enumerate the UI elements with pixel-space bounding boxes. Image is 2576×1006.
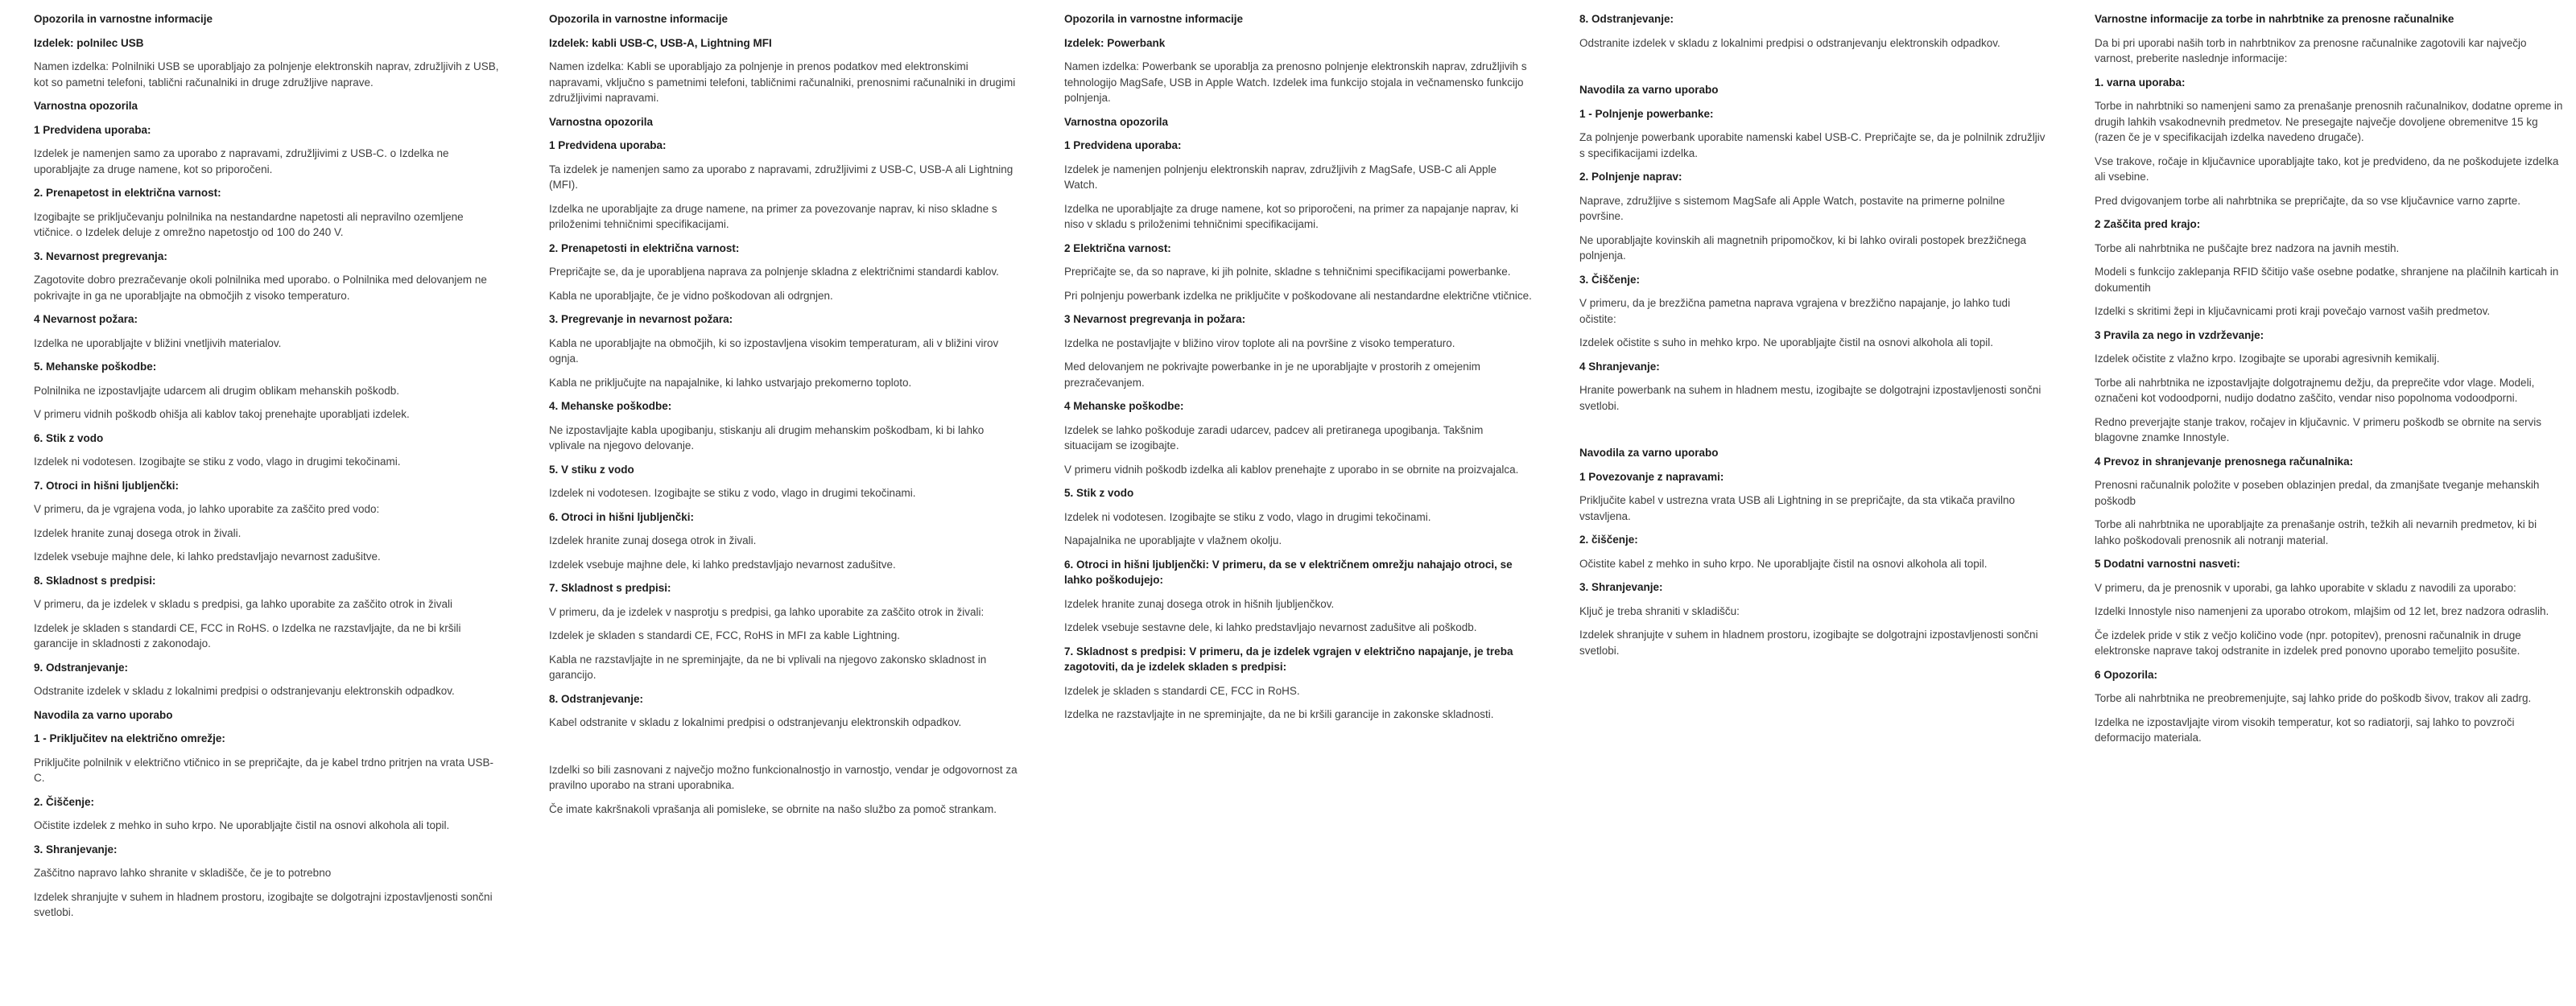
paragraph: Prenosni računalnik položite v poseben oblazinjen predal, da zmanjšate tveganje mehanskih poškodb bbox=[2095, 479, 2540, 507]
paragraph: Torbe ali nahrbtnika ne uporabljajte za prenašanje ostrih, težkih ali nevarnih predmetov, ki bi lahko poškodovali prenosnik ali notranji material. bbox=[2095, 518, 2537, 546]
paragraph: Izdelek je skladen s standardi CE, FCC, RoHS in MFI za kable Lightning. bbox=[549, 629, 900, 641]
paragraph: Kabla ne uporabljajte, če je vidno poškodovan ali odrgnjen. bbox=[549, 289, 833, 302]
section-heading: 5. Mehanske poškodbe: bbox=[34, 361, 157, 373]
paragraph: Izdelka ne uporabljajte v bližini vnetljivih materialov. bbox=[34, 336, 282, 349]
section-heading: Izdelek: kabli USB-C, USB-A, Lightning MFI bbox=[549, 36, 772, 49]
column-title: Varnostne informacije za torbe in nahrbtnike za prenosne računalnike bbox=[2095, 13, 2454, 25]
section-heading: 2 Zaščita pred krajo: bbox=[2095, 218, 2201, 230]
paragraph: Hranite powerbank na suhem in hladnem mestu, izogibajte se dolgotrajni izpostavljenosti sončni svetlobi. bbox=[1579, 384, 2041, 412]
paragraph: Izdelek vsebuje majhne dele, ki lahko predstavljajo nevarnost zadušitve. bbox=[549, 558, 896, 571]
section-heading: Navodila za varno uporabo bbox=[1579, 447, 1719, 459]
section-heading: Varnostna opozorila bbox=[549, 115, 654, 128]
column-title: Opozorila in varnostne informacije bbox=[549, 13, 729, 25]
paragraph: V primeru vidnih poškodb ohišja ali kablov takoj prenehajte uporabljati izdelek. bbox=[34, 408, 410, 420]
section-heading: 4. Mehanske poškodbe: bbox=[549, 400, 672, 412]
paragraph: Kabla ne razstavljajte in ne spreminjajte, da ne bi vplivali na njegovo zakonsko skladnost in garancijo. bbox=[549, 653, 987, 681]
paragraph: Prepričajte se, da je uporabljena naprava za polnjenje skladna z električnimi standardi kablov. bbox=[549, 266, 999, 278]
section-heading: 4 Mehanske poškodbe: bbox=[1064, 400, 1184, 412]
column-2 bbox=[549, 11, 1018, 825]
spacer bbox=[549, 739, 1018, 754]
paragraph: Polnilnika ne izpostavljajte udarcem ali drugim oblikam mehanskih poškodb. bbox=[34, 384, 399, 397]
paragraph: Pred dvigovanjem torbe ali nahrbtnika se prepričajte, da so vse ključavnice varno zaprte. bbox=[2095, 194, 2521, 207]
section-heading: Varnostna opozorila bbox=[34, 100, 138, 112]
paragraph: Ključ je treba shraniti v skladišču: bbox=[1579, 604, 1740, 617]
paragraph: Očistite izdelek z mehko in suho krpo. Ne uporabljajte čistil na osnovi alkohola ali topil. bbox=[34, 819, 450, 831]
paragraph: Da bi pri uporabi naših torb in nahrbtnikov za prenosne računalnike zagotovili kar največjo varnost, preberite naslednje informacije: bbox=[2095, 36, 2527, 64]
paragraph: Izdelek hranite zunaj dosega otrok in živali. bbox=[549, 534, 757, 546]
spacer bbox=[1579, 422, 2048, 437]
paragraph: Izdelek je namenjen samo za uporabo z napravami, združljivimi z USB-C. o Izdelka ne uporabljajte za druge namene, kot so priporočeni. bbox=[34, 147, 449, 175]
section-heading: 4 Nevarnost požara: bbox=[34, 313, 138, 325]
section-heading: 5. V stiku z vodo bbox=[549, 463, 634, 476]
paragraph: Izogibajte se priključevanju polnilnika na nestandardne napetosti ali nepravilno ozemljene vtičnice. o Izdelek deluje z omrežno napetostjo od 100 do 240 V. bbox=[34, 210, 464, 238]
paragraph: V primeru, da je prenosnik v uporabi, ga lahko uporabite v skladu z navodili za uporabo: bbox=[2095, 581, 2516, 594]
paragraph: Odstranite izdelek v skladu z lokalnimi predpisi o odstranjevanju elektronskih odpadkov. bbox=[1579, 36, 2000, 49]
paragraph: Izdelek ni vodotesen. Izogibajte se stiku z vodo, vlago in drugimi tekočinami. bbox=[34, 456, 401, 468]
section-heading: 1 - Polnjenje powerbanke: bbox=[1579, 107, 1714, 120]
section-heading: 1. varna uporaba: bbox=[2095, 76, 2186, 89]
paragraph: Naprave, združljive s sistemom MagSafe ali Apple Watch, postavite na primerne polnilne površine. bbox=[1579, 194, 2005, 222]
paragraph: Kabel odstranite v skladu z lokalnimi predpisi o odstranjevanju elektronskih odpadkov. bbox=[549, 716, 962, 728]
paragraph: Izdelki s skritimi žepi in ključavnicami proti kraji povečajo varnost vaših predmetov. bbox=[2095, 305, 2491, 317]
paragraph: Izdelek ni vodotesen. Izogibajte se stiku z vodo, vlago in drugimi tekočinami. bbox=[549, 487, 916, 499]
paragraph: Zagotovite dobro prezračevanje okoli polnilnika med uporabo. o Polnilnika med delovanjem ne pokrivajte in ga ne uporabljajte na območjih z visoko temperaturo. bbox=[34, 274, 487, 302]
section-heading: 7. Otroci in hišni ljubljenčki: bbox=[34, 479, 180, 492]
paragraph: Vse trakove, ročaje in ključavnice uporabljajte tako, kot je predvideno, da ne poškodujete izdelka ali vsebine. bbox=[2095, 155, 2559, 183]
paragraph: V primeru, da je izdelek v nasprotju s predpisi, ga lahko uporabite za zaščito otrok in živali: bbox=[549, 605, 985, 618]
paragraph: Izdelek ni vodotesen. Izogibajte se stiku z vodo, vlago in drugimi tekočinami. bbox=[1064, 510, 1431, 523]
section-heading: 1 Predvidena uporaba: bbox=[1064, 139, 1182, 151]
paragraph: Izdelki so bili zasnovani z največjo možno funkcionalnostjo in varnostjo, vendar je odgovornost za pravilno uporabo na strani uporabnika. bbox=[549, 763, 1018, 791]
paragraph: Izdelek očistite s suho in mehko krpo. Ne uporabljajte čistil na osnovi alkohola ali topil. bbox=[1579, 336, 1994, 348]
section-heading: Izdelek: Powerbank bbox=[1064, 36, 1166, 49]
paragraph: Za polnjenje powerbank uporabite namenski kabel USB-C. Prepričajte se, da je polnilnik združljiv s specifikacijami izdelka. bbox=[1579, 131, 2046, 159]
section-heading: 7. Skladnost s predpisi: V primeru, da je izdelek vgrajen v električno napajanje, je treba zagotoviti, da je izdelek skladen s predpisi: bbox=[1064, 645, 1513, 673]
section-heading: 3. Shranjevanje: bbox=[1579, 581, 1663, 593]
section-heading: 5 Dodatni varnostni nasveti: bbox=[2095, 558, 2240, 570]
column-title: 8. Odstranjevanje: bbox=[1579, 13, 1674, 25]
paragraph: Namen izdelka: Kabli se uporabljajo za polnjenje in prenos podatkov med elektronskimi napravami, vključno s pametnimi telefoni, tabličnimi računalniki, prenosnimi računalniki in drugimi združljivimi napravami. bbox=[549, 60, 1016, 104]
paragraph: Prepričajte se, da so naprave, ki jih polnite, skladne s tehničnimi specifikacijami powerbanke. bbox=[1064, 266, 1511, 278]
section-heading: 1 Povezovanje z napravami: bbox=[1579, 470, 1724, 483]
paragraph: Namen izdelka: Powerbank se uporablja za prenosno polnjenje elektronskih naprav, združljivih s tehnologijo MagSafe, USB in Apple Watch. Izdelek ima funkcijo stojala in večnamensko funkcijo polnjenja. bbox=[1064, 60, 1527, 104]
paragraph: Če izdelek pride v stik z večjo količino vode (npr. potopitev), prenosni računalnik in druge elektronske naprave takoj odstranite in izdelek pred ponovno uporabo temeljito posušite. bbox=[2095, 629, 2521, 657]
paragraph: Modeli s funkcijo zaklepanja RFID ščitijo vaše osebne podatke, shranjene na plačilnih karticah in dokumentih bbox=[2095, 266, 2559, 294]
section-heading: 7. Skladnost s predpisi: bbox=[549, 582, 671, 594]
paragraph: Priključite polnilnik v električno vtičnico in se prepričajte, da je kabel trdno pritrjen na vrata USB-C. bbox=[34, 756, 494, 784]
paragraph: Napajalnika ne uporabljajte v vlažnem okolju. bbox=[1064, 534, 1282, 546]
paragraph: Torbe in nahrbtniki so namenjeni samo za prenašanje prenosnih računalnikov, dodatne opreme in drugih lahkih vsakodnevnih predmetov. Ne presegajte največje dovoljene obremenitve 15 kg (razen če je v specifikacijah izdelka navedeno drugače). bbox=[2095, 100, 2563, 143]
paragraph: Izdelka ne postavljajte v bližino virov toplote ali na površine z visoko temperaturo. bbox=[1064, 336, 1455, 349]
section-heading: Izdelek: polnilec USB bbox=[34, 36, 144, 49]
paragraph: Redno preverjajte stanje trakov, ročajev in ključavnic. V primeru poškodb se obrnite na servis blagovne znamke Innostyle. bbox=[2095, 415, 2542, 443]
column-3 bbox=[1064, 11, 1533, 731]
paragraph: Ne izpostavljajte kabla upogibanju, stiskanju ali drugim mehanskim poškodbam, ki bi lahko vplivale na njegovo delovanje. bbox=[549, 423, 985, 451]
column-1 bbox=[34, 11, 502, 929]
paragraph: Zaščitno napravo lahko shranite v skladišče, če je to potrebno bbox=[34, 867, 332, 879]
section-heading: 4 Shranjevanje: bbox=[1579, 360, 1660, 373]
column-title: Opozorila in varnostne informacije bbox=[1064, 13, 1244, 25]
section-heading: 3 Pravila za nego in vzdrževanje: bbox=[2095, 328, 2264, 341]
paragraph: Odstranite izdelek v skladu z lokalnimi predpisi o odstranjevanju elektronskih odpadkov. bbox=[34, 685, 455, 697]
paragraph: V primeru, da je brezžična pametna naprava vgrajena v brezžično napajanje, jo lahko tudi očistite: bbox=[1579, 297, 2011, 325]
paragraph: Namen izdelka: Polnilniki USB se uporabljajo za polnjenje elektronskih naprav, združljivih z USB, kot so pametni telefoni, tablični računalniki in druge združljive naprave. bbox=[34, 60, 499, 89]
paragraph: Izdelki Innostyle niso namenjeni za uporabo otrokom, mlajšim od 12 let, brez nadzora odraslih. bbox=[2095, 605, 2549, 617]
section-heading: 3. Čiščenje: bbox=[1579, 273, 1641, 286]
section-heading: 2 Električna varnost: bbox=[1064, 241, 1171, 254]
paragraph: Izdelka ne uporabljajte za druge namene, na primer za povezovanje naprav, ki niso skladne s priloženimi tehničnimi specifikacijami. bbox=[549, 202, 997, 230]
section-heading: 3 Nevarnost pregrevanja in požara: bbox=[1064, 313, 1246, 325]
section-heading: Navodila za varno uporabo bbox=[1579, 84, 1719, 96]
paragraph: Ne uporabljajte kovinskih ali magnetnih pripomočkov, ki bi lahko ovirali postopek brezžičnega polnjenja. bbox=[1579, 233, 2027, 262]
paragraph: Pri polnjenju powerbank izdelka ne priključite v poškodovane ali nestandardne električne vtičnice. bbox=[1064, 289, 1532, 302]
paragraph: Izdelek hranite zunaj dosega otrok in hišnih ljubljenčkov. bbox=[1064, 597, 1335, 610]
paragraph: Torbe ali nahrbtnika ne preobremenjujte, saj lahko pride do poškodb šivov, trakov ali zadrg. bbox=[2095, 692, 2532, 704]
column-title: Opozorila in varnostne informacije bbox=[34, 13, 213, 25]
paragraph: Izdelek je namenjen polnjenju elektronskih naprav, združljivih z MagSafe, USB-C ali Apple Watch. bbox=[1064, 163, 1497, 191]
section-heading: 6. Otroci in hišni ljubljenčki: V primeru, da se v električnem omrežju nahajajo otroci, se lahko poškodujejo: bbox=[1064, 558, 1513, 586]
paragraph: Izdelek se lahko poškoduje zaradi udarcev, padcev ali pretiranega upogibanja. Takšnim situacijam se izogibajte. bbox=[1064, 423, 1484, 451]
section-heading: 2. Čiščenje: bbox=[34, 795, 95, 808]
section-heading: 5. Stik z vodo bbox=[1064, 487, 1134, 499]
column-4 bbox=[1579, 11, 2048, 666]
section-heading: 9. Odstranjevanje: bbox=[34, 661, 129, 674]
section-heading: 3. Nevarnost pregrevanja: bbox=[34, 249, 167, 262]
paragraph: Med delovanjem ne pokrivajte powerbanke in je ne uporabljajte v prostorih z omejenim prezračevanjem. bbox=[1064, 361, 1481, 389]
section-heading: 2. Prenapetosti in električna varnost: bbox=[549, 241, 740, 254]
paragraph: Očistite kabel z mehko in suho krpo. Ne uporabljajte čistil na osnovi alkohola ali topil. bbox=[1579, 557, 1988, 570]
section-heading: 6. Stik z vodo bbox=[34, 431, 104, 444]
paragraph: Izdelek vsebuje sestavne dele, ki lahko predstavljajo nevarnost zadušitve ali poškodb. bbox=[1064, 621, 1477, 633]
paragraph: Torbe ali nahrbtnika ne puščajte brez nadzora na javnih mestih. bbox=[2095, 241, 2400, 254]
spacer bbox=[1579, 59, 2048, 74]
section-heading: 3. Pregrevanje in nevarnost požara: bbox=[549, 313, 733, 325]
column-5 bbox=[2095, 11, 2563, 754]
paragraph: Izdelek shranjujte v suhem in hladnem prostoru, izogibajte se dolgotrajni izpostavljenosti sončni svetlobi. bbox=[34, 890, 493, 918]
paragraph: Priključite kabel v ustrezna vrata USB ali Lightning in se prepričajte, da sta vtikača pravilno vstavljena. bbox=[1579, 494, 2016, 522]
section-heading: 2. čiščenje: bbox=[1579, 534, 1638, 546]
paragraph: Izdelek je skladen s standardi CE, FCC in RoHS. bbox=[1064, 684, 1300, 697]
section-heading: 2. Prenapetost in električna varnost: bbox=[34, 187, 221, 199]
paragraph: Izdelka ne uporabljajte za druge namene, kot so priporočeni, na primer za napajanje naprav, ki niso v skladu s priloženimi tehničnimi specifikacijami. bbox=[1064, 202, 1519, 230]
paragraph: Izdelek je skladen s standardi CE, FCC in RoHS. o Izdelka ne razstavljajte, da ne bi kršili garancije in skladnosti z zakonodajo. bbox=[34, 621, 461, 649]
section-heading: 1 Predvidena uporaba: bbox=[549, 139, 667, 151]
section-heading: 8. Skladnost s predpisi: bbox=[34, 574, 156, 587]
paragraph: Kabla ne priključujte na napajalnike, ki lahko ustvarjajo prekomerno toploto. bbox=[549, 376, 912, 389]
paragraph: Izdelek hranite zunaj dosega otrok in živali. bbox=[34, 526, 242, 539]
section-heading: Varnostna opozorila bbox=[1064, 115, 1169, 128]
paragraph: Izdelek shranjujte v suhem in hladnem prostoru, izogibajte se dolgotrajni izpostavljenosti sončni svetlobi. bbox=[1579, 629, 2038, 657]
paragraph: Izdelek vsebuje majhne dele, ki lahko predstavljajo nevarnost zadušitve. bbox=[34, 550, 381, 563]
paragraph: V primeru vidnih poškodb izdelka ali kablov prenehajte z uporabo in se obrnite na proizvajalca. bbox=[1064, 463, 1519, 476]
section-heading: 1 Predvidena uporaba: bbox=[34, 123, 151, 136]
section-heading: 1 - Priključitev na električno omrežje: bbox=[34, 732, 225, 744]
paragraph: Torbe ali nahrbtnika ne izpostavljajte dolgotrajnemu dežju, da preprečite vdor vlage. Modeli, označeni kot vodoodporni, nudijo dodatno zaščito, vendar niso popolnoma vodoodporni. bbox=[2095, 376, 2535, 404]
section-heading: 6. Otroci in hišni ljubljenčki: bbox=[549, 510, 695, 523]
section-heading: 8. Odstranjevanje: bbox=[549, 692, 644, 705]
paragraph: Kabla ne uporabljajte na območjih, ki so izpostavljena visokim temperaturam, ali v bližini virov ognja. bbox=[549, 336, 999, 365]
section-heading: 6 Opozorila: bbox=[2095, 668, 2158, 681]
section-heading: 3. Shranjevanje: bbox=[34, 843, 118, 856]
paragraph: V primeru, da je vgrajena voda, jo lahko uporabite za zaščito pred vodo: bbox=[34, 503, 380, 515]
paragraph: Ta izdelek je namenjen samo za uporabo z napravami, združljivimi z USB-C, USB-A ali Lightning (MFI). bbox=[549, 163, 1013, 191]
section-heading: 4 Prevoz in shranjevanje prenosnega računalnika: bbox=[2095, 455, 2354, 468]
paragraph: Izdelka ne izpostavljajte virom visokih temperatur, kot so radiatorji, saj lahko to povzroči deformacijo materiala. bbox=[2095, 715, 2515, 744]
paragraph: Izdelka ne razstavljajte in ne spreminjajte, da ne bi kršili garancije in zakonske skladnosti. bbox=[1064, 708, 1494, 720]
paragraph: V primeru, da je izdelek v skladu s predpisi, ga lahko uporabite za zaščito otrok in živali bbox=[34, 598, 453, 610]
section-heading: 2. Polnjenje naprav: bbox=[1579, 171, 1682, 183]
paragraph: Izdelek očistite z vlažno krpo. Izogibajte se uporabi agresivnih kemikalij. bbox=[2095, 353, 2440, 365]
paragraph: Če imate kakršnakoli vprašanja ali pomisleke, se obrnite na našo službo za pomoč strankam. bbox=[549, 802, 997, 815]
section-heading: Navodila za varno uporabo bbox=[34, 708, 173, 721]
